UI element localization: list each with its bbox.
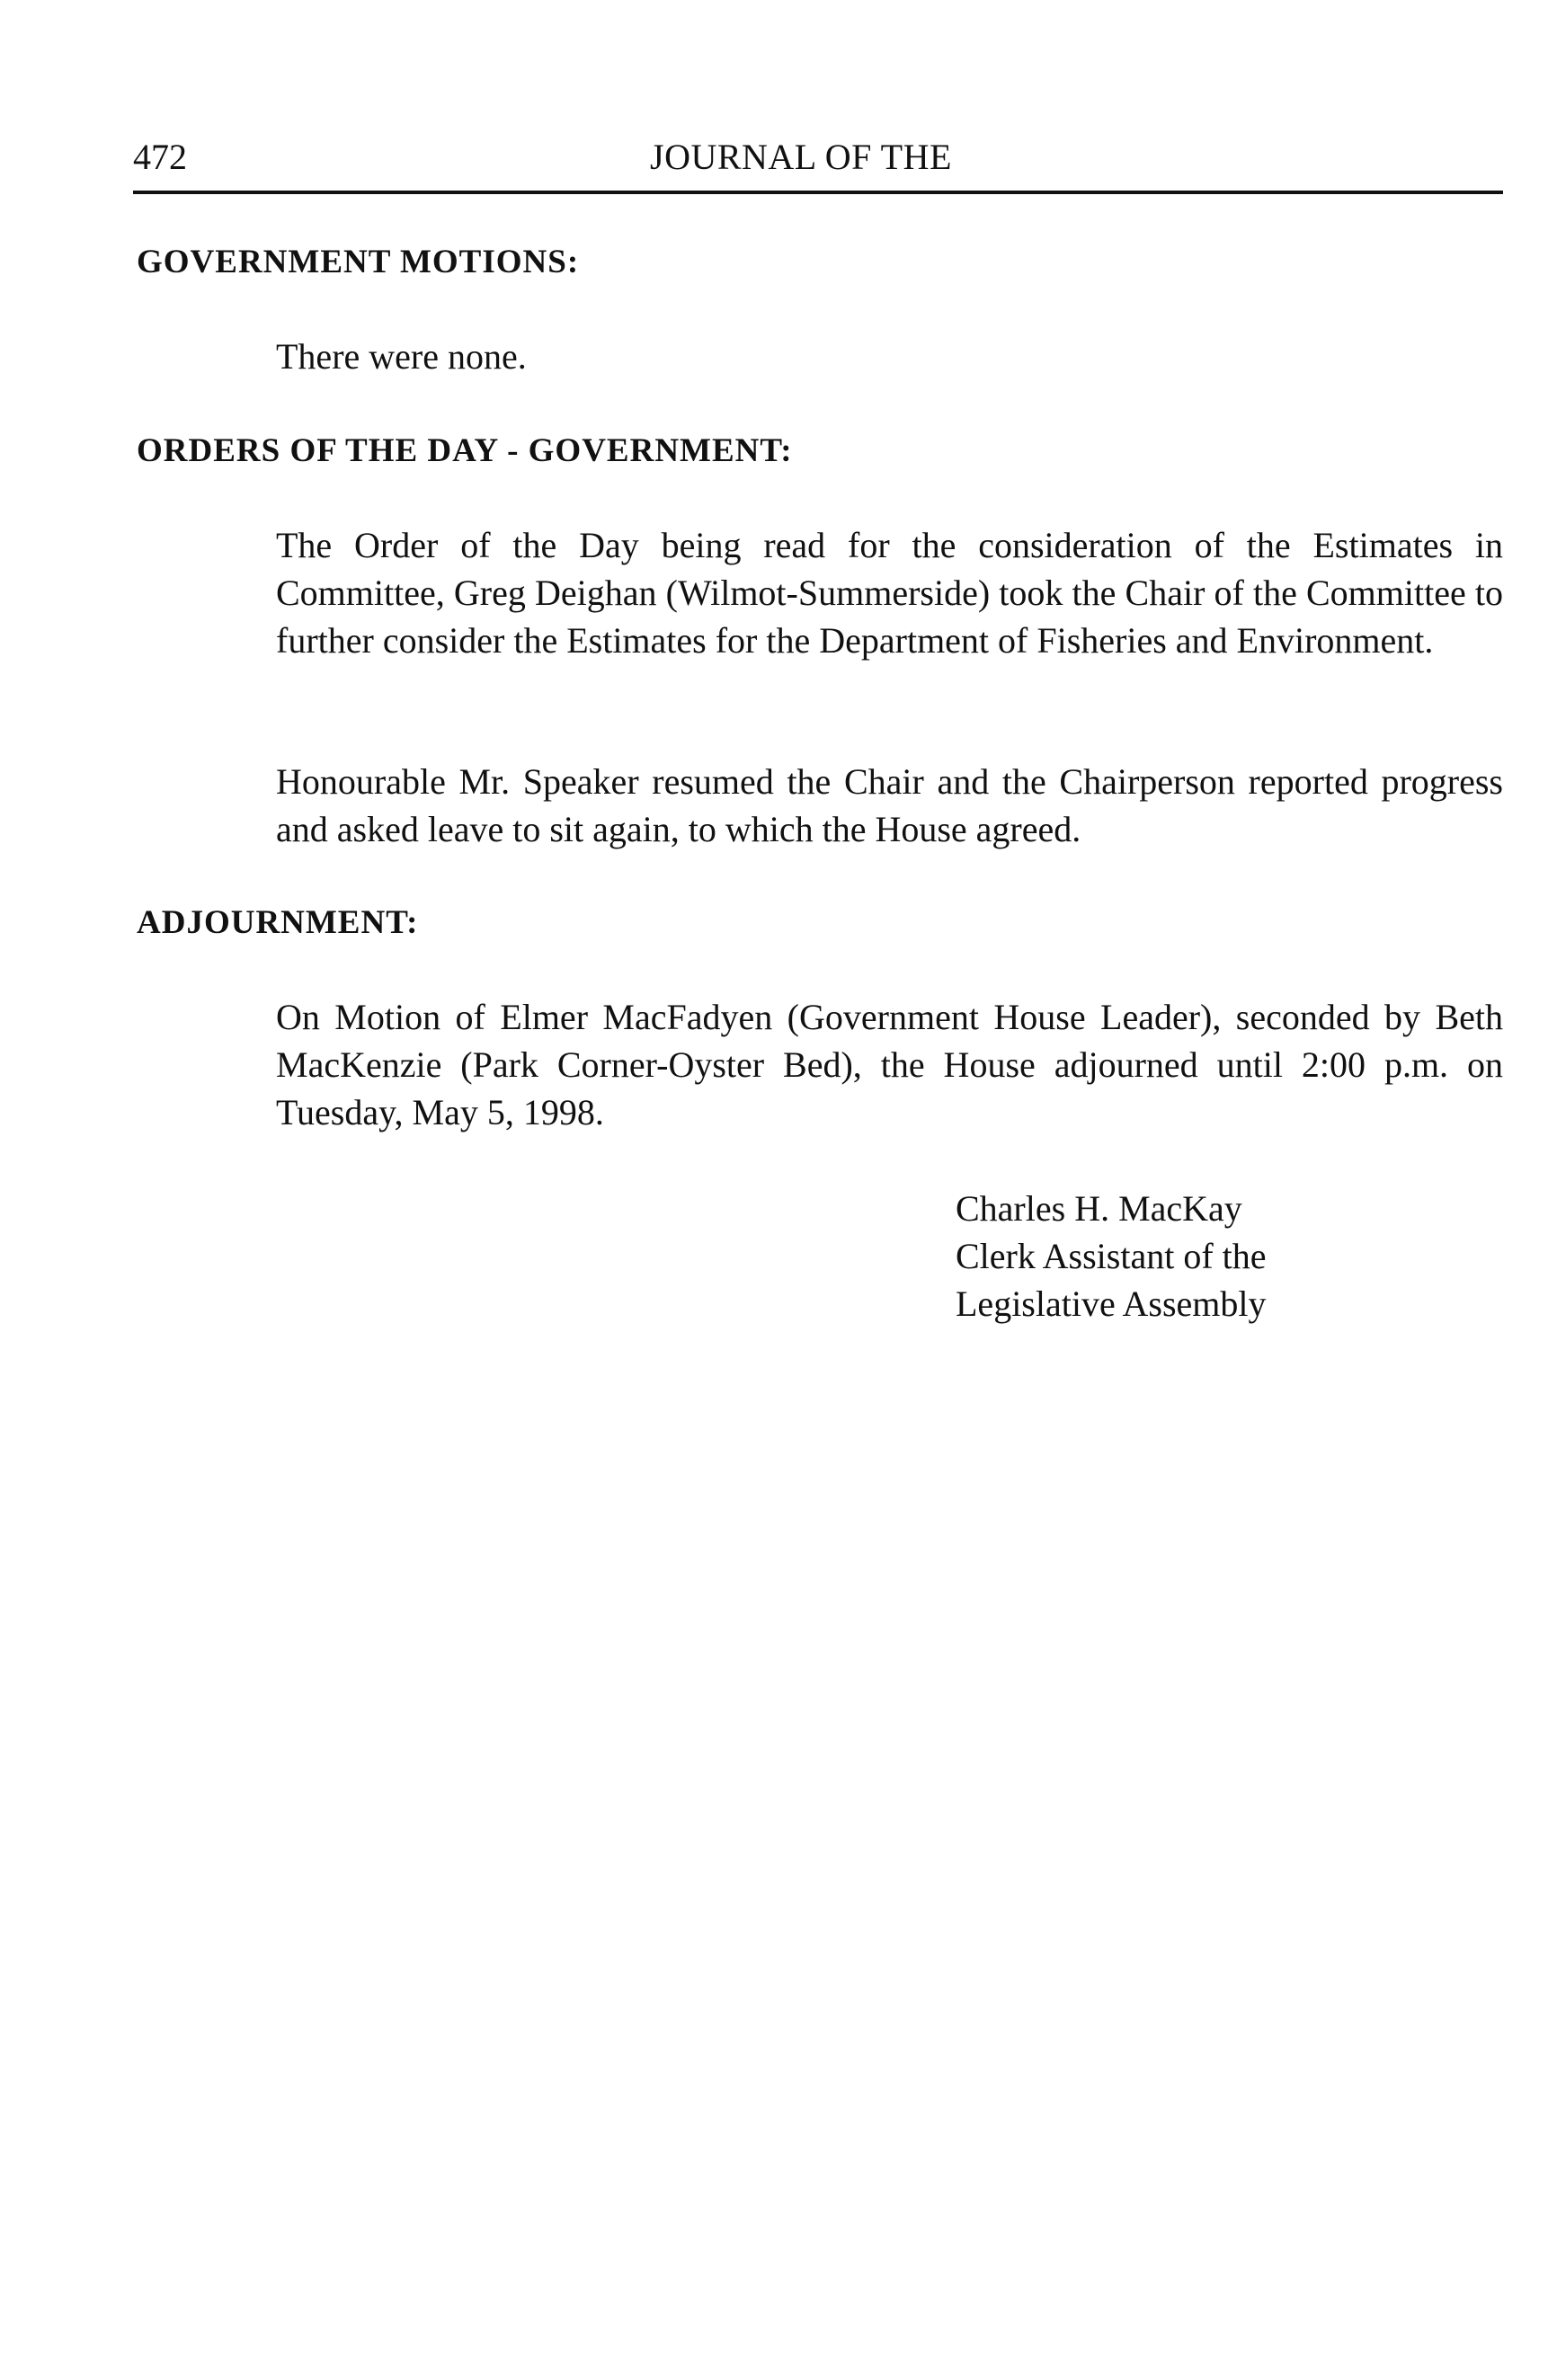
orders-paragraph-estimates: The Order of the Day being read for the consideration of the Estimates in Committee, Greg Deighan (Wilmot-Summerside) took the Chair of the Committee to further consider the Estimates for the Department of Fisheries and Environment. xyxy=(276,525,1503,661)
page-number: 472 xyxy=(133,137,187,177)
heading-adjournment: ADJOURNMENT: xyxy=(137,904,419,941)
signatory-name: Charles H. MacKay xyxy=(956,1188,1242,1229)
signature-block xyxy=(956,1185,1267,1328)
adjournment-paragraph: On Motion of Elmer MacFadyen (Government House Leader), seconded by Beth MacKenzie (Park Corner-Oyster Bed), the House adjourned until 2:00 p.m. on Tuesday, May 5, 1998. xyxy=(276,997,1503,1132)
header-rule xyxy=(133,191,1503,194)
running-head xyxy=(133,135,1503,189)
signatory-title-line2: Legislative Assembly xyxy=(956,1283,1267,1324)
government-motions-text: There were none. xyxy=(276,336,527,377)
orders-paragraph-speaker: Honourable Mr. Speaker resumed the Chair and the Chairperson reported progress and asked leave to sit again, to which the House agreed. xyxy=(276,761,1503,849)
signatory-title-line1: Clerk Assistant of the xyxy=(956,1236,1267,1276)
journal-title: JOURNAL OF THE xyxy=(650,137,952,177)
heading-government-motions: GOVERNMENT MOTIONS: xyxy=(137,244,580,280)
heading-orders-of-the-day: ORDERS OF THE DAY - GOVERNMENT: xyxy=(137,432,793,469)
